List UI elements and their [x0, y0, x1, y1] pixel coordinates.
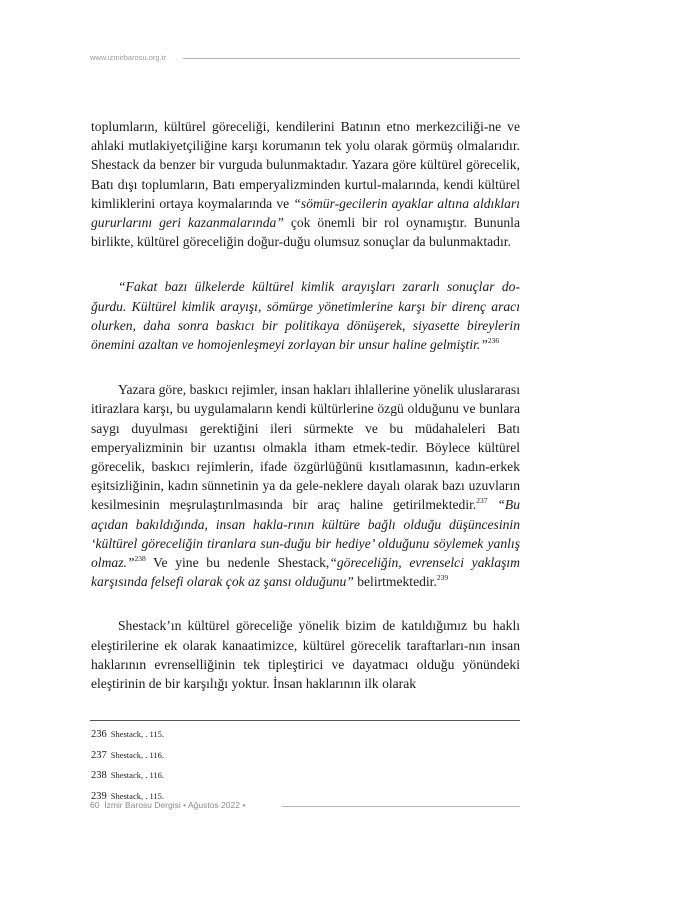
footnote-separator — [90, 720, 520, 721]
footnote-ref: 237 — [476, 496, 488, 506]
italic-quote: “Bu açıdan bakıldığında, insan hakla-rının kültüre bağlı olduğu düşüncesinin ‘kültürel göreceliğin tiranlara sun-duğu bir hediye’ olduğunu söylemek yanlış olmaz.” — [91, 497, 520, 571]
text-run: belirtmektedir. — [353, 574, 437, 590]
footnote-number: 236 — [91, 729, 107, 740]
text-run: toplumların, kültürel göreceliği, kendilerini Batının etno merkezciliği-ne ve ahlaki mutlakiyetçiliğine karşı korumanın tek yolu olarak görmüş olmalarıdır. Shestack da benzer bir vurguda bulunmaktadır. Yazara göre kültürel görecelik, Batı dışı toplumların, Batı emperyalizminden kurtul-malarında, kendi kültürel kimliklerini ortaya koymalarında ve — [91, 119, 520, 211]
footnote-text: Shestack, . 115. — [110, 790, 165, 801]
text-run: çok önemli bir rol oynamıştır. Bununla birlikte, kültürel göreceliğin doğur-duğu olumsuz sonuçlar da bulunmaktadır. — [91, 215, 520, 250]
footnote-number: 237 — [91, 749, 107, 761]
italic-quote: “sömür-gecilerin ayaklar altına aldıkları gururlarını geri kazanmalarında” — [91, 195, 520, 231]
footnote-number: 239 — [91, 790, 107, 802]
italic-quote: “Fakat bazı ülkelerde kültürel kimlik arayışları zararlı sonuçlar do-ğurdu. Kültürel kimlik arayışı, sömürge yönetimlerine karşı bir direnç aracı olurken, daha sonra baskıcı bir politikaya dönüşerek, siyasette bireylerin önemini azaltan ve homojenleşmeyi zorlayan bir unsur haline gelmiştir.” — [91, 279, 520, 353]
footnote-number: 238 — [91, 770, 107, 781]
running-head — [90, 53, 520, 67]
text-run: Ve yine bu nedenle Shestack, — [145, 555, 330, 571]
paragraph-3 — [91, 616, 520, 693]
footnote-ref: 236 — [487, 336, 500, 346]
header-url: www.izmirbarosu.org.tr — [90, 53, 167, 62]
footer-rule — [282, 806, 520, 807]
block-quote — [91, 277, 520, 354]
footnote-text: Shestack, . 116. — [110, 770, 165, 780]
journal-name: İzmir Barosu Dergisi — [104, 800, 181, 810]
footnote — [91, 764, 520, 785]
footnotes — [91, 723, 520, 805]
footnote-text: Shestack, . 115. — [110, 729, 165, 739]
italic-quote: “göreceliğin, evrenselci yaklaşım karşısında felsefi olarak çok az şansı olduğunu” — [91, 555, 521, 590]
text-run: Yazara göre, baskıcı rejimler, insan hakları ihlallerine yönelik uluslararası itirazlara karşı, bu uygulamaların kendi kültürlerine özgü olduğunu ve bunlara saygı duyulması gerektiğini ileri sürmekte ve bu müdahaleleri Batı emperyalizminin bir uzantısı olmakla itham etmek-tedir. Böylece kültürel görecelik, baskıcı rejimlerin, ifade özgürlüğünü kısıtlamasının, kadın-erkek eşitsizliğinin, kadın sünnetinin ya da gele-neklere dayalı olarak bazı uzuvların kesilmesinin meşrulaştırılmasında bir araç haline getirilmektedir. — [91, 382, 520, 513]
footnote-ref: 239 — [436, 573, 449, 583]
paragraph-1 — [91, 117, 520, 251]
paragraph-2 — [91, 380, 520, 591]
page-number: 60 — [90, 800, 100, 810]
page-footer — [90, 800, 520, 814]
header-rule — [183, 58, 520, 59]
body-text — [91, 117, 520, 693]
text-run: Shestack’ın kültürel göreceliğe yönelik bizim de katıldığımız bu haklı eleştirilerine ek olarak kanaatimizce, kültürel görecelik taraftarları-nın insan haklarının evrenselliğinin tek tipleştirici ve dayatmacı olduğu yönündeki eleştirinin de bir karşılığı yoktur. İnsan haklarının ilk olarak — [91, 618, 520, 692]
issue-date: Ağustos 2022 — [187, 800, 240, 810]
footnote-text: Shestack, . 116. — [110, 749, 165, 760]
footnote-ref: 238 — [134, 554, 146, 564]
footer-text: 60 İzmir Barosu Dergisi • Ağustos 2022 • — [90, 800, 246, 810]
text-run — [488, 497, 498, 512]
footnote — [91, 744, 520, 765]
footnote — [91, 723, 520, 744]
